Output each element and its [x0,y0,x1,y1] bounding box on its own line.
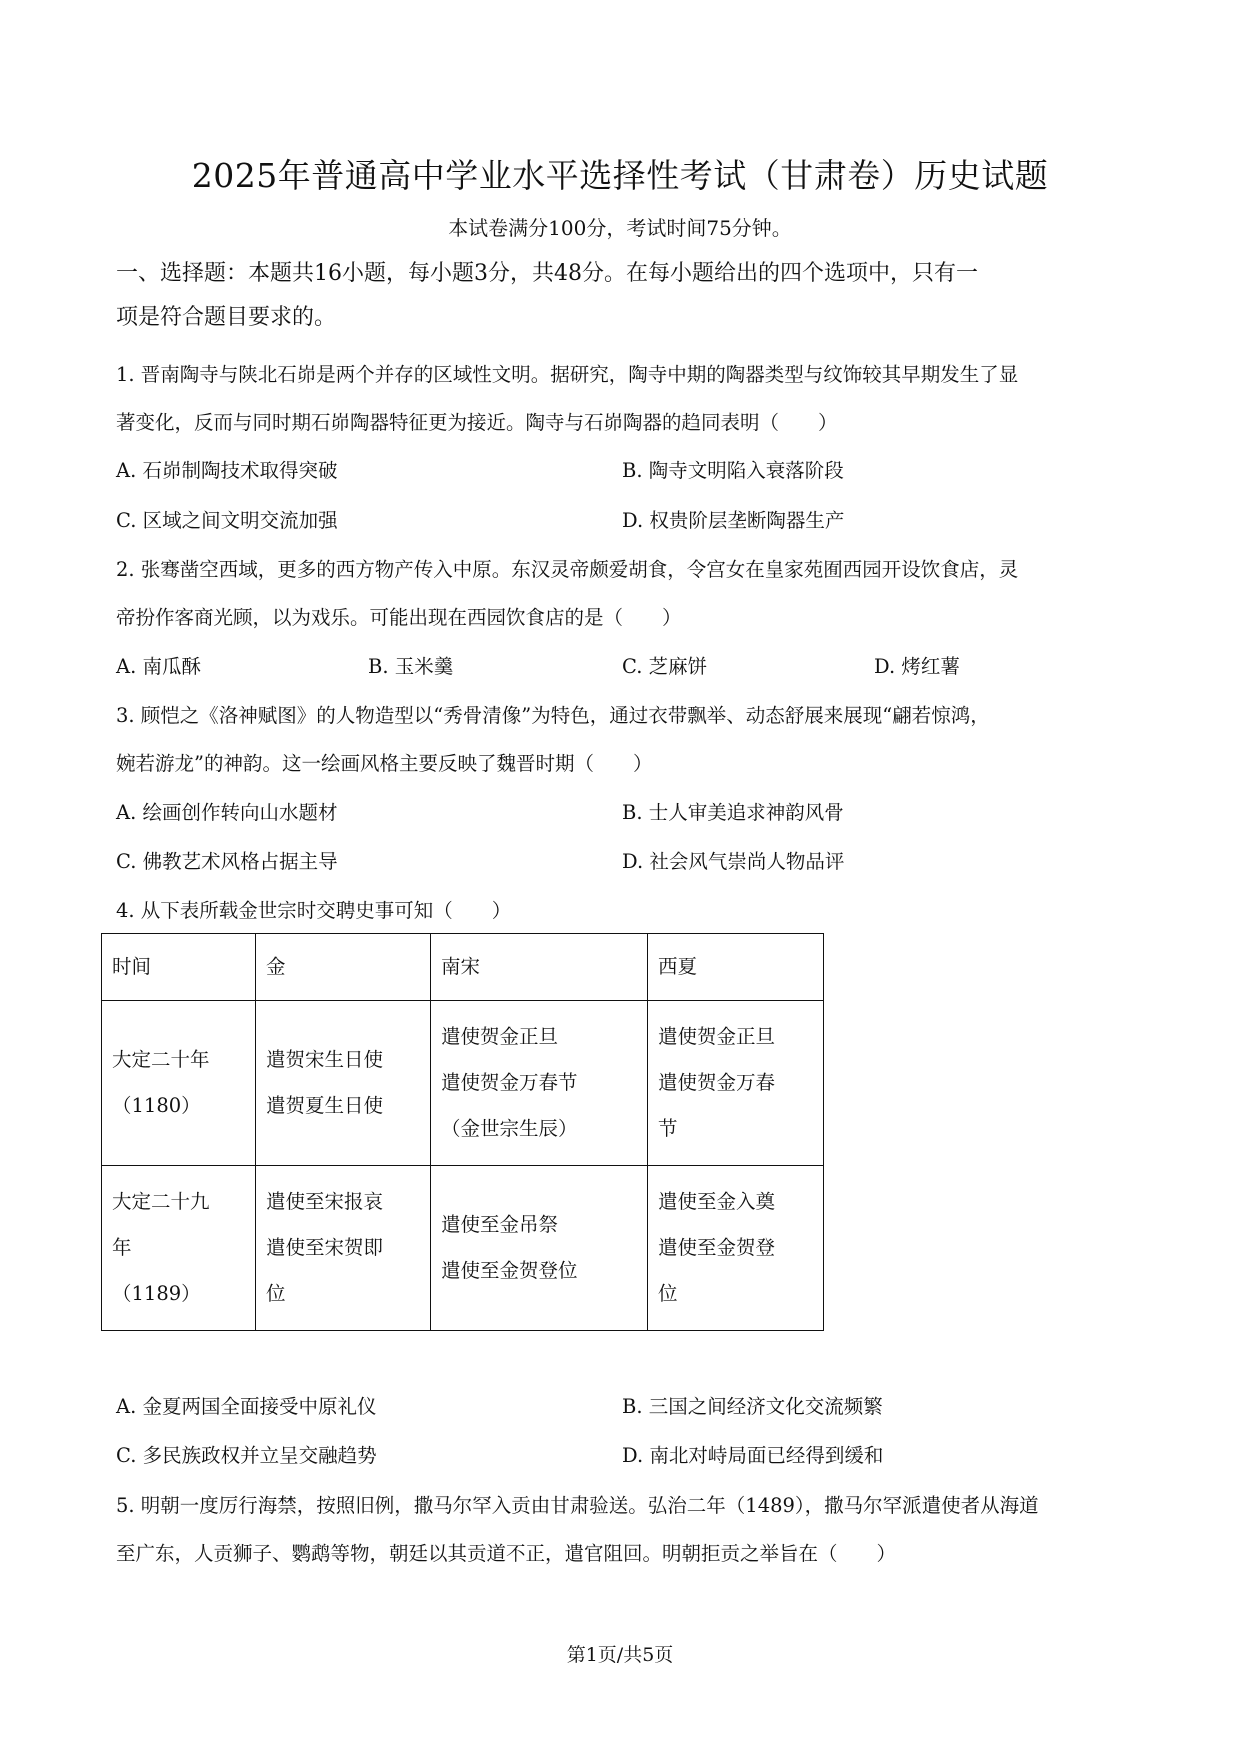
option-a: A. 绘画创作转向山水题材 [116,801,338,824]
question-3-stem [116,692,1126,788]
question-3-options-row-2 [116,847,1126,877]
question-2-options [116,652,1126,682]
section-heading-line: 项是符合题目要求的。 [116,305,337,330]
option-b: B. 三国之间经济文化交流频繁 [622,1395,883,1418]
option-c: C. 多民族政权并立呈交融趋势 [116,1444,377,1467]
cell-line: 遣使至金贺登位 [441,1259,578,1282]
diplomacy-table [101,933,824,1331]
table-cell-xia [648,1166,824,1331]
section-heading [116,252,1126,340]
option-d: D. 南北对峙局面已经得到缓和 [622,1444,884,1467]
question-4-options-row-1 [116,1392,1126,1422]
option-a: A. 金夏两国全面接受中原礼仪 [116,1395,377,1418]
cell-line: 遣贺宋生日使 [266,1048,384,1071]
cell-line: （1189） [112,1282,201,1305]
question-line: 3. 顾恺之《洛神赋图》的人物造型以“秀骨清像”为特色，通过衣带飘举、动态舒展来展现“翩若惊鸿， [116,704,990,727]
table-header-cell: 南宋 [431,934,648,1001]
table-cell-time [102,1166,256,1331]
page-number: 第1页/共5页 [566,1644,674,1666]
cell-line: 位 [266,1282,286,1305]
question-4-stem [116,896,1126,926]
option-b: B. 陶寺文明陷入衰落阶段 [622,459,844,482]
option-c: C. 佛教艺术风格占据主导 [116,850,338,873]
table-cell-jin [256,1001,431,1166]
table-cell-xia [648,1001,824,1166]
cell-line: （1180） [112,1094,201,1117]
question-2-stem [116,546,1126,642]
question-1-options-row-2 [116,506,1126,536]
cell-line: 遣使贺金万春 [658,1071,776,1094]
option-d: D. 权贵阶层垄断陶器生产 [622,509,845,532]
question-line: 著变化，反而与同时期石峁陶器特征更为接近。陶寺与石峁陶器的趋同表明（ ） [116,411,838,434]
cell-line: 遣使贺金正旦 [441,1025,559,1048]
table-row [102,1001,824,1166]
table-header-row [102,934,824,1001]
option-a: A. 南瓜酥 [116,655,201,678]
table-header-cell: 时间 [102,934,256,1001]
table-header-cell: 西夏 [648,934,824,1001]
question-line: 1. 晋南陶寺与陕北石峁是两个并存的区域性文明。据研究，陶寺中期的陶器类型与纹饰较其早期发生了显 [116,363,1019,386]
option-b: B. 士人审美追求神韵风骨 [622,801,844,824]
question-1-options-row-1 [116,456,1126,486]
cell-line: （金世宗生辰） [441,1117,578,1140]
cell-line: 大定二十九 [112,1190,210,1213]
option-b: B. 玉米羹 [368,655,454,678]
cell-line: 遣使至金吊祭 [441,1213,559,1236]
question-line: 婉若游龙”的神韵。这一绘画风格主要反映了魏晋时期（ ） [116,752,653,775]
table-row [102,1166,824,1331]
cell-line: 大定二十年 [112,1048,210,1071]
cell-line: 遣使贺金万春节 [441,1071,578,1094]
option-d: D. 社会风气崇尚人物品评 [622,850,845,873]
question-3-options-row-1 [116,798,1126,828]
cell-line: 遣使至金入奠 [658,1190,776,1213]
cell-line: 年 [112,1236,132,1259]
question-1-stem [116,351,1126,447]
question-4-options-row-2 [116,1441,1126,1471]
cell-line: 遣使至金贺登 [658,1236,776,1259]
cell-line: 遣使至宋贺即 [266,1236,384,1259]
exam-subtitle: 本试卷满分100分，考试时间75分钟。 [448,216,792,240]
option-a: A. 石峁制陶技术取得突破 [116,459,338,482]
table-cell-jin [256,1166,431,1331]
question-line: 4. 从下表所载金世宗时交聘史事可知（ ） [116,899,512,922]
question-line: 帝扮作客商光顾，以为戏乐。可能出现在西园饮食店的是（ ） [116,606,682,629]
cell-line: 遣贺夏生日使 [266,1094,384,1117]
section-heading-line: 一、选择题：本题共16小题，每小题3分，共48分。在每小题给出的四个选项中，只有一 [116,261,978,286]
option-d: D. 烤红薯 [874,655,960,678]
question-line: 至广东，人贡狮子、鹦鹉等物，朝廷以其贡道不正，遣官阻回。明朝拒贡之举旨在（ ） [116,1542,897,1565]
cell-line: 遣使至宋报哀 [266,1190,384,1213]
cell-line: 位 [658,1282,678,1305]
table-cell-song [431,1166,648,1331]
table-header-cell: 金 [256,934,431,1001]
question-line: 5. 明朝一度厉行海禁，按照旧例，撒马尔罕入贡由甘肃验送。弘治二年（1489），撒马尔罕派遣使者从海道 [116,1494,1039,1517]
option-c: C. 芝麻饼 [622,655,708,678]
question-line: 2. 张骞凿空西域，更多的西方物产传入中原。东汉灵帝颇爱胡食，令宫女在皇家苑囿西园开设饮食店，灵 [116,558,1019,581]
question-5-stem [116,1482,1126,1578]
cell-line: 节 [658,1117,678,1140]
page-title: 2025年普通高中学业水平选择性考试（甘肃卷）历史试题 [191,156,1049,195]
cell-line: 遣使贺金正旦 [658,1025,776,1048]
option-c: C. 区域之间文明交流加强 [116,509,338,532]
table-cell-song [431,1001,648,1166]
table-cell-time [102,1001,256,1166]
